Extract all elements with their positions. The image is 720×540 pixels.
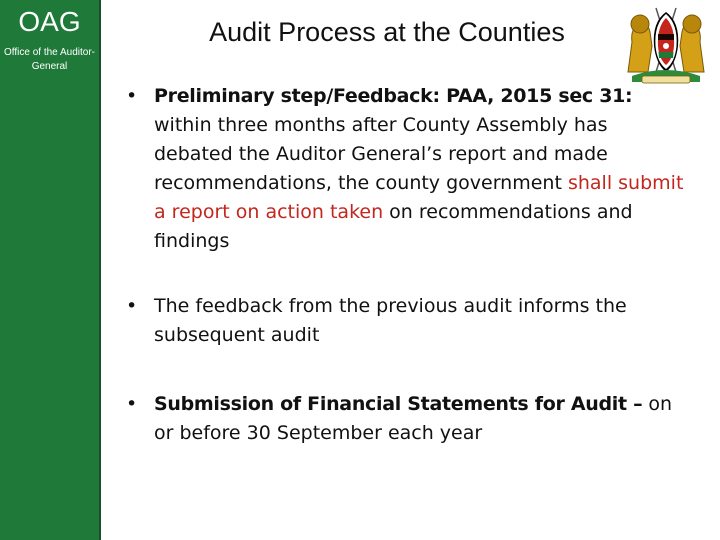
sidebar-subtitle: Office of the Auditor-General [4, 47, 95, 72]
bullet-body-text: within three months after County Assembly has debated the Auditor General’s report and made recommendations, the county government [154, 114, 608, 194]
sidebar-logo-text: OAG [18, 6, 81, 37]
bullet-text: The feedback from the previous audit informs the subsequent audit [154, 295, 627, 346]
slide-title: Audit Process at the Counties [209, 17, 565, 47]
bullet-dot: • [126, 295, 138, 317]
bullet-dot: • [126, 85, 138, 107]
bullet-highlight-text: shall submit a report on action taken [154, 172, 684, 223]
bullet-preliminary-step [126, 82, 686, 256]
bullet-body-text: on or before 30 September each year [154, 393, 673, 444]
bullet-dot: • [126, 393, 138, 415]
bullet-bold-text: Submission of Financial Statements for Audit – [154, 393, 643, 415]
bullet-text [154, 82, 686, 256]
sidebar [0, 0, 101, 540]
bullet-submission [126, 390, 686, 448]
bullet-bold-text: Preliminary step/Feedback: PAA, 2015 sec 31: [154, 85, 633, 107]
bullet-feedback [126, 292, 686, 350]
bullet-tail-text: on recommendations and findings [154, 201, 633, 252]
kenya-coat-of-arms-icon [618, 2, 714, 86]
bullet-text [154, 390, 686, 448]
